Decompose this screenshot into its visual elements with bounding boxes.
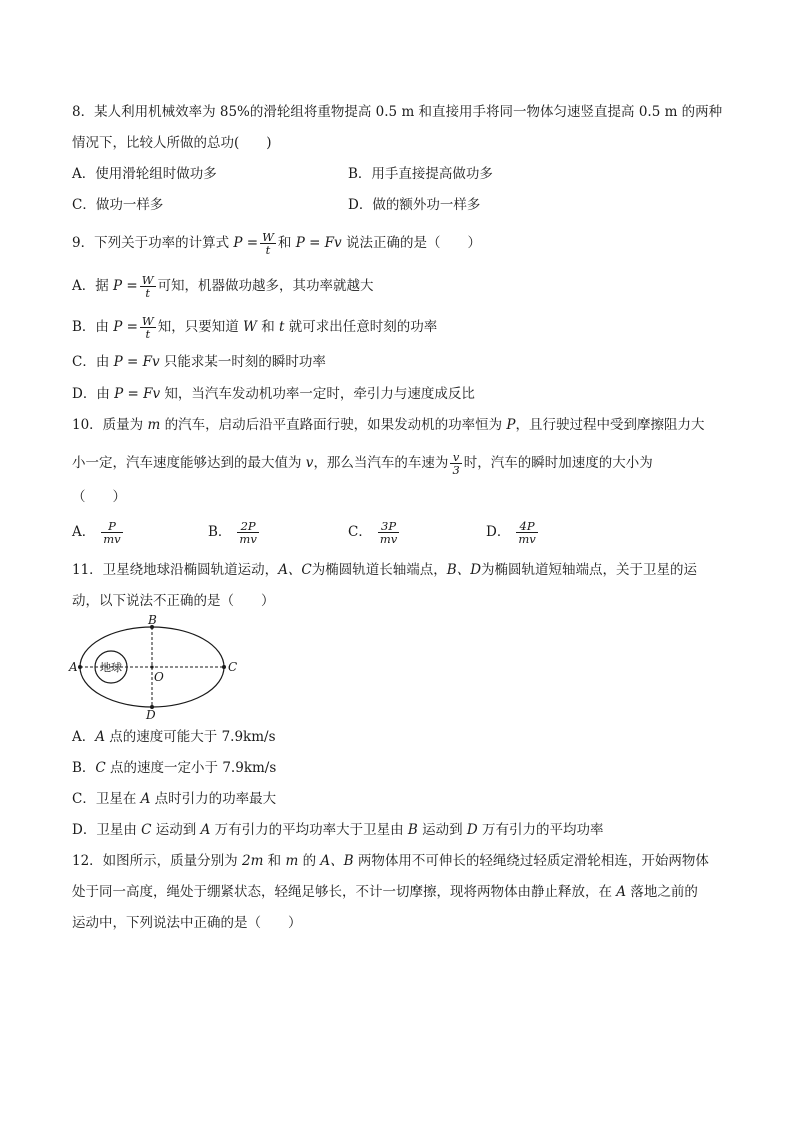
q8-option-b[interactable]: B．用手直接提高做功多 — [348, 166, 493, 182]
q9-d-formula: P = Fv — [114, 386, 161, 402]
q10-frac-num: v — [450, 451, 461, 464]
q10-option-b[interactable] — [208, 520, 261, 545]
q11-d-text-a: D．卫星由 — [72, 822, 142, 838]
q12-var-m: m — [285, 853, 299, 869]
q10-option-label: B． — [208, 524, 232, 540]
q11-option-a[interactable] — [72, 727, 276, 747]
q9-option-d[interactable] — [72, 384, 475, 404]
q11-d-point-2: A — [200, 822, 211, 838]
q9-c-text-a: C．由 — [72, 354, 114, 370]
q12-objects-ab: A、B — [320, 853, 354, 869]
label-o: O — [154, 670, 164, 684]
q9-option-a[interactable] — [72, 274, 374, 299]
point-o-dot — [150, 665, 153, 668]
q10-stem-line1 — [72, 415, 704, 435]
q9-stem-text-b: 和 — [277, 235, 296, 251]
q10-option-label: C． — [348, 524, 372, 540]
q12-stem-line3: 运动中，下列说法中正确的是（ ） — [72, 915, 302, 931]
label-a: A — [69, 660, 78, 674]
q10-fraction — [450, 451, 461, 476]
q9-stem-text-a: 9．下列关于功率的计算式 — [72, 235, 234, 251]
q9-stem — [72, 231, 481, 256]
q11-d-text-c: 万有引力的平均功率大于卫星由 — [210, 822, 408, 838]
q11-text-c: 为椭圆轨道短轴端点，关于卫星的运 — [481, 562, 698, 578]
q10-option-den: mv — [239, 532, 257, 546]
label-c: C — [228, 660, 238, 674]
q10-text-a: 10．质量为 — [72, 417, 148, 433]
q9-b-text-b: 知，只要知道 — [157, 319, 244, 335]
q10-option-num: P — [101, 520, 122, 533]
q10-text-b: 的汽车，启动后沿平直路面行驶，如果发动机的功率恒为 — [160, 417, 507, 433]
q9-a-text-a: A．据 — [72, 278, 114, 294]
q11-option-b[interactable] — [72, 758, 276, 778]
q12-var-2m: 2m — [241, 853, 264, 869]
q11-stem-line2: 动，以下说法不正确的是（ ） — [72, 593, 275, 609]
q11-c-text-a: C．卫星在 — [72, 791, 141, 807]
q11-a-point: A — [95, 729, 105, 745]
q10-option-c[interactable] — [348, 520, 401, 545]
q9-b-text-c: 和 — [256, 319, 280, 335]
q11-c-point: A — [140, 791, 151, 807]
q11-b-text-a: B． — [72, 760, 96, 776]
label-d: D — [146, 708, 156, 722]
q12-stem-line2 — [72, 882, 698, 902]
q10-option-fraction — [237, 520, 258, 545]
q11-stem-line1 — [72, 560, 697, 580]
q10-var-p: P — [506, 417, 516, 433]
q10-stem-line3: （ ） — [72, 489, 126, 505]
q9-frac-den: t — [265, 243, 271, 257]
q10-frac-den: 3 — [452, 463, 460, 477]
q10-option-num: 4P — [516, 520, 537, 533]
q10-option-fraction — [378, 520, 399, 545]
q10-var-m: m — [147, 417, 161, 433]
q9-d-text-b: 知，当汽车发动机功率一定时，牵引力与速度成反比 — [160, 386, 475, 402]
q10-option-den: mv — [379, 532, 398, 546]
q9-option-b[interactable] — [72, 315, 437, 340]
q10-option-num: 2P — [237, 520, 258, 533]
q9-fraction — [260, 231, 276, 256]
q9-b-text-a: B．由 — [72, 319, 114, 335]
q9-d-text-a: D．由 — [72, 386, 115, 402]
q9-a-frac-num: W — [141, 273, 154, 287]
q9-c-formula: P = Fv — [113, 354, 160, 370]
q11-d-text-d: 运动到 — [417, 822, 467, 838]
q9-formula-p: P = — [233, 235, 259, 251]
q10-stem-line2 — [72, 451, 653, 476]
q11-b-point: C — [95, 760, 106, 776]
q10-option-fraction — [516, 520, 537, 545]
q10-option-a[interactable] — [72, 520, 125, 545]
q11-d-text-b: 运动到 — [151, 822, 201, 838]
q11-text-b: 为椭圆轨道长轴端点， — [311, 562, 447, 578]
q12-text-b: 和 — [263, 853, 286, 869]
orbit-diagram — [66, 612, 242, 722]
q10-text-e: ，那么当汽车的车速为 — [313, 455, 449, 471]
q9-a-formula: P = — [113, 278, 138, 294]
q11-d-point-4: D — [466, 822, 478, 838]
q12-text-f: 落地之前的 — [626, 884, 698, 900]
q11-d-point-3: B — [407, 822, 418, 838]
q8-stem-line1: 8．某人利用机械效率为 85%的滑轮组将重物提高 0.5 m 和直接用手将同一物体匀速竖直提高 0.5 m 的两种 — [72, 104, 723, 120]
q12-text-d: 两物体用不可伸长的轻绳绕过轻质定滑轮相连，开始两物体 — [353, 853, 709, 869]
q10-option-num: 3P — [378, 520, 399, 533]
point-c-dot — [222, 665, 226, 669]
q9-frac-num: W — [262, 230, 274, 244]
q9-formula-fv: P = Fv — [295, 235, 342, 251]
q12-text-c: 的 — [298, 853, 321, 869]
q10-option-label: D． — [486, 524, 511, 540]
q8-option-a[interactable]: A．使用滑轮组时做功多 — [72, 166, 217, 182]
q9-a-text-b: 可知，机器做功越多，其功率就越大 — [157, 278, 374, 294]
q11-text-a: 11．卫星绕地球沿椭圆轨道运动， — [72, 562, 279, 578]
point-a-dot — [78, 665, 82, 669]
q11-c-text-b: 点时引力的功率最大 — [150, 791, 277, 807]
q9-a-frac-den: t — [145, 286, 150, 300]
q12-stem-line1 — [72, 851, 709, 871]
q11-d-text-e: 万有引力的平均功率 — [477, 822, 604, 838]
q11-b-text-b: 点的速度一定小于 7.9km/s — [105, 760, 277, 776]
q10-text-f: 时，汽车的瞬时加速度的大小为 — [463, 455, 653, 471]
q10-option-den: mv — [518, 532, 536, 546]
q10-var-v: v — [305, 455, 314, 471]
q10-text-c: ，且行驶过程中受到摩擦阻力大 — [515, 417, 705, 433]
q12-text-a: 12．如图所示，质量分别为 — [72, 853, 242, 869]
q10-option-fraction — [101, 520, 122, 545]
q9-b-var-t: t — [279, 319, 285, 335]
label-b: B — [148, 613, 157, 627]
q9-a-fraction — [140, 274, 156, 299]
q9-b-formula: P = — [113, 319, 138, 335]
q9-b-frac-den: t — [145, 327, 151, 341]
q12-object-a: A — [616, 884, 627, 900]
q11-a-text-b: 点的速度可能大于 7.9km/s — [105, 729, 276, 745]
q11-option-d[interactable] — [72, 820, 604, 840]
q8-option-d[interactable]: D．做的额外功一样多 — [348, 197, 481, 213]
q9-stem-text-c: 说法正确的是（ ） — [341, 235, 481, 251]
q11-a-text-a: A． — [72, 729, 96, 745]
q9-option-c[interactable] — [72, 352, 326, 372]
q9-b-fraction — [140, 315, 156, 340]
q9-b-var-w: W — [243, 319, 257, 335]
q10-option-d[interactable] — [486, 520, 540, 545]
q11-d-point-1: C — [141, 822, 152, 838]
q10-option-den: mv — [103, 532, 121, 546]
q8-option-c[interactable]: C．做功一样多 — [72, 197, 164, 213]
q10-text-d: 小一定，汽车速度能够达到的最大值为 — [72, 455, 306, 471]
earth-label: 地球 — [100, 661, 122, 674]
q11-points-ac: A、C — [278, 562, 312, 578]
q12-text-e: 处于同一高度，绳处于绷紧状态，轻绳足够长，不计一切摩擦，现将两物体由静止释放，在 — [72, 884, 617, 900]
q9-c-text-b: 只能求某一时刻的瞬时功率 — [159, 354, 326, 370]
q9-b-frac-num: W — [141, 314, 154, 328]
q11-option-c[interactable] — [72, 789, 276, 809]
q10-option-label: A． — [72, 524, 96, 540]
q11-points-bd: B、D — [446, 562, 482, 578]
q8-stem-line2: 情况下，比较人所做的总功( ) — [72, 135, 272, 151]
q9-b-text-d: 就可求出任意时刻的功率 — [284, 319, 438, 335]
